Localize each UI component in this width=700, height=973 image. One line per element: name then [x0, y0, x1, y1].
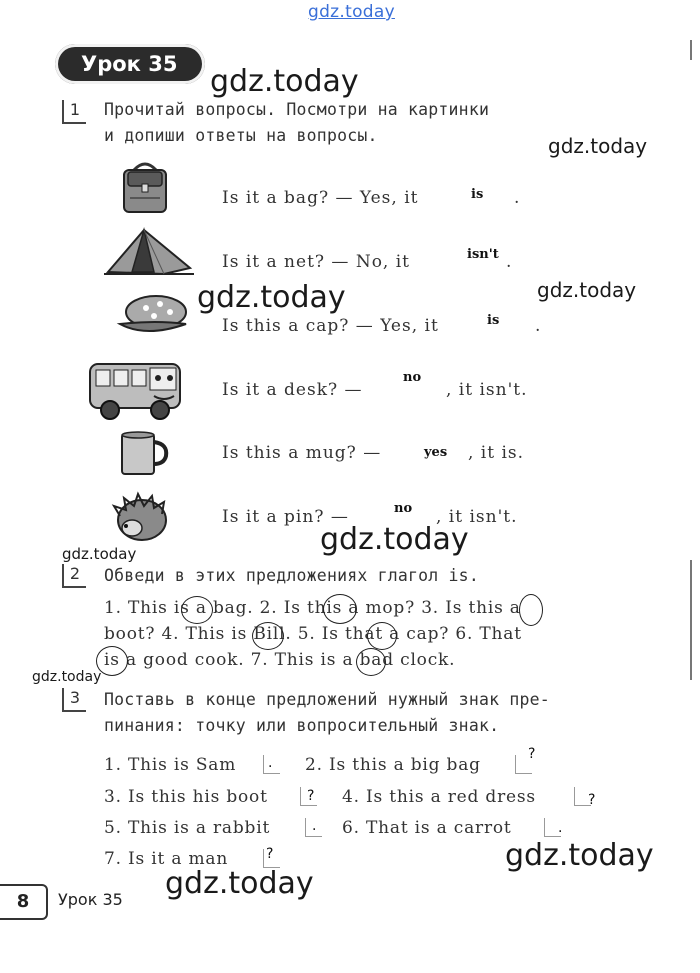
task1-t1: . [514, 188, 521, 208]
page-number: 8 [0, 884, 48, 920]
cap-icon [116, 290, 190, 340]
is-circle [96, 646, 128, 676]
task3-mark3: ? [307, 788, 315, 804]
task1-q4: Is it a desk? — [222, 380, 363, 400]
task2-number: 2 [62, 564, 86, 588]
bus-icon [88, 358, 184, 422]
task1-a4: no [403, 370, 422, 385]
task1-a3: is [487, 313, 500, 328]
task1-a6: no [394, 501, 413, 516]
task1-t3: . [535, 316, 542, 336]
task3-instruction-line1: Поставь в конце предложений нужный знак пре- [104, 690, 550, 709]
page-edge [690, 40, 692, 60]
task1-q5: Is this a mug? — [222, 443, 382, 463]
task1-t2: . [506, 252, 513, 272]
task2-line2: boot? 4. This is Bill. 5. Is that a cap? 6. That [104, 624, 522, 644]
task1-a2: isn't [467, 247, 499, 262]
is-circle [181, 596, 213, 624]
task3-item2: 2. Is this a big bag [305, 755, 481, 775]
task3-instruction-line2: пинания: точку или вопросительный знак. [104, 716, 500, 735]
task1-a5: yes [424, 445, 448, 460]
watermark: gdz.today [210, 64, 359, 99]
task3-mark4: ? [588, 792, 596, 808]
task1-a1: is [471, 187, 484, 202]
is-circle [252, 622, 284, 650]
task1-instruction-line1: Прочитай вопросы. Посмотри на картинки [104, 100, 490, 119]
task1-number: 1 [62, 100, 86, 124]
task3-item5: 5. This is a rabbit [104, 818, 271, 838]
task3-mark1: . [268, 755, 273, 771]
watermark: gdz.today [62, 545, 137, 563]
task1-t5: , it is. [468, 443, 525, 463]
task3-item3: 3. Is this his boot [104, 787, 268, 807]
task1-t6: , it isn't. [436, 507, 518, 527]
lesson-title: Урок 35 [55, 44, 205, 84]
watermark: gdz.today [537, 278, 637, 302]
hedgehog-icon [110, 488, 172, 546]
watermark: gdz.today [197, 280, 346, 315]
is-circle [367, 622, 397, 650]
task2-line3: is a good cook. 7. This is a bad clock. [104, 650, 456, 670]
is-circle [356, 648, 386, 676]
watermark: gdz.today [32, 669, 102, 685]
task1-t4: , it isn't. [446, 380, 528, 400]
watermark: gdz.today [320, 522, 469, 557]
watermark: gdz.today [165, 866, 314, 901]
tent-icon [104, 224, 194, 276]
task1-q1: Is it a bag? — Yes, it [222, 188, 419, 208]
task3-item1: 1. This is Sam [104, 755, 237, 775]
task3-item4: 4. Is this a red dress [342, 787, 536, 807]
is-circle [323, 594, 357, 624]
task2-instruction: Обведи в этих предложениях глагол is. [104, 566, 479, 585]
task3-mark7: ? [266, 846, 274, 862]
task1-instruction-line2: и допиши ответы на вопросы. [104, 126, 378, 145]
footer-lesson-label: Урок 35 [58, 890, 123, 909]
watermark-top: gdz.today [308, 2, 395, 22]
watermark: gdz.today [505, 838, 654, 873]
task3-item7: 7. Is it a man [104, 849, 229, 869]
bag-icon [118, 158, 172, 216]
task3-number: 3 [62, 688, 86, 712]
page-edge [690, 560, 692, 680]
task2-line1: 1. This is a bag. 2. Is this a mop? 3. Is this a [104, 598, 521, 618]
task3-mark6: . [558, 820, 563, 836]
task3-mark5: . [312, 818, 317, 834]
mug-icon [118, 430, 170, 478]
task1-q6: Is it a pin? — [222, 507, 349, 527]
task3-item6: 6. That is a carrot [342, 818, 512, 838]
task1-q2: Is it a net? — No, it [222, 252, 411, 272]
task1-q3: Is this a cap? — Yes, it [222, 316, 439, 336]
is-circle [519, 594, 543, 626]
task3-mark2: ? [528, 746, 536, 762]
watermark: gdz.today [548, 134, 648, 158]
